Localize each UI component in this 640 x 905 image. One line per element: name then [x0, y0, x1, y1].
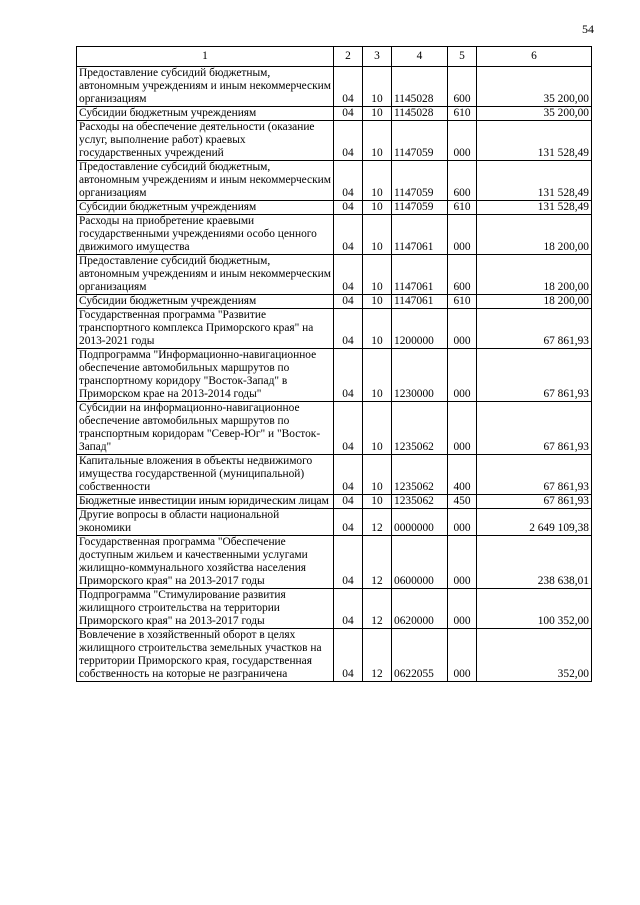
cell-c5: 000: [448, 215, 477, 255]
row-name: Расходы на приобретение краевыми государственными учреждениями особо ценного движимого имущества: [77, 215, 334, 255]
row-name: Бюджетные инвестиции иным юридическим лицам: [77, 495, 334, 509]
cell-c3: 10: [363, 107, 392, 121]
table-row: [77, 255, 592, 295]
cell-c4: 1147059: [392, 121, 448, 161]
column-header-6: 6: [477, 47, 592, 67]
row-name: Другие вопросы в области национальной экономики: [77, 509, 334, 536]
cell-c6: 67 861,93: [477, 495, 592, 509]
column-header-3: 3: [363, 47, 392, 67]
cell-c6: 67 861,93: [477, 349, 592, 402]
cell-c5: 400: [448, 455, 477, 495]
cell-c5: 000: [448, 629, 477, 682]
cell-c5: 000: [448, 509, 477, 536]
cell-c3: 12: [363, 629, 392, 682]
table-row: [77, 107, 592, 121]
table-row: [77, 161, 592, 201]
table-row: [77, 201, 592, 215]
cell-c5: 000: [448, 309, 477, 349]
column-header-4: 4: [392, 47, 448, 67]
table-row: [77, 215, 592, 255]
cell-c2: 04: [334, 509, 363, 536]
cell-c4: 1145028: [392, 67, 448, 107]
cell-c5: 610: [448, 107, 477, 121]
cell-c5: 600: [448, 255, 477, 295]
column-header-5: 5: [448, 47, 477, 67]
cell-c6: 131 528,49: [477, 161, 592, 201]
cell-c3: 10: [363, 402, 392, 455]
cell-c5: 000: [448, 402, 477, 455]
table-row: [77, 295, 592, 309]
row-name: Капитальные вложения в объекты недвижимого имущества государственной (муниципальной) собственности: [77, 455, 334, 495]
cell-c6: 18 200,00: [477, 215, 592, 255]
cell-c4: 1147061: [392, 255, 448, 295]
cell-c2: 04: [334, 309, 363, 349]
cell-c4: 1147061: [392, 215, 448, 255]
cell-c2: 04: [334, 295, 363, 309]
row-name: Расходы на обеспечение деятельности (оказание услуг, выполнение работ) краевых государственных учреждений: [77, 121, 334, 161]
cell-c4: 1200000: [392, 309, 448, 349]
cell-c5: 610: [448, 201, 477, 215]
cell-c3: 10: [363, 201, 392, 215]
cell-c6: 35 200,00: [477, 107, 592, 121]
cell-c4: 1147061: [392, 295, 448, 309]
cell-c4: 1230000: [392, 349, 448, 402]
row-name: Предоставление субсидий бюджетным, автономным учреждениям и иным некоммерческим организациям: [77, 255, 334, 295]
cell-c4: 0000000: [392, 509, 448, 536]
cell-c6: 67 861,93: [477, 402, 592, 455]
cell-c3: 12: [363, 509, 392, 536]
cell-c5: 000: [448, 536, 477, 589]
cell-c3: 10: [363, 121, 392, 161]
cell-c6: 352,00: [477, 629, 592, 682]
row-name: Субсидии на информационно-навигационное обеспечение автомобильных маршрутов по транспортным коридорам "Север-Юг" и "Восток-Запад": [77, 402, 334, 455]
cell-c5: 450: [448, 495, 477, 509]
table-row: [77, 349, 592, 402]
cell-c3: 10: [363, 255, 392, 295]
header-row: [77, 47, 592, 67]
cell-c3: 10: [363, 215, 392, 255]
cell-c4: 0622055: [392, 629, 448, 682]
table-row: [77, 402, 592, 455]
cell-c4: 1147059: [392, 161, 448, 201]
page-number: 54: [582, 22, 594, 36]
cell-c4: 1145028: [392, 107, 448, 121]
cell-c5: 000: [448, 589, 477, 629]
cell-c6: 35 200,00: [477, 67, 592, 107]
column-header-1: 1: [77, 47, 334, 67]
cell-c6: 2 649 109,38: [477, 509, 592, 536]
cell-c2: 04: [334, 121, 363, 161]
cell-c2: 04: [334, 536, 363, 589]
row-name: Субсидии бюджетным учреждениям: [77, 295, 334, 309]
table-row: [77, 509, 592, 536]
cell-c4: 1235062: [392, 455, 448, 495]
cell-c3: 10: [363, 309, 392, 349]
cell-c4: 1235062: [392, 495, 448, 509]
cell-c4: 0600000: [392, 536, 448, 589]
row-name: Субсидии бюджетным учреждениям: [77, 201, 334, 215]
row-name: Государственная программа "Обеспечение доступным жильем и качественными услугами жилищно-коммунального хозяйства населения Приморского края" на 2013-2017 годы: [77, 536, 334, 589]
cell-c2: 04: [334, 349, 363, 402]
cell-c2: 04: [334, 495, 363, 509]
cell-c6: 67 861,93: [477, 309, 592, 349]
cell-c6: 67 861,93: [477, 455, 592, 495]
table-row: [77, 589, 592, 629]
cell-c3: 12: [363, 589, 392, 629]
cell-c2: 04: [334, 255, 363, 295]
cell-c2: 04: [334, 67, 363, 107]
cell-c6: 18 200,00: [477, 295, 592, 309]
row-name: Предоставление субсидий бюджетным, автономным учреждениям и иным некоммерческим организациям: [77, 67, 334, 107]
table-row: [77, 67, 592, 107]
cell-c2: 04: [334, 215, 363, 255]
cell-c3: 10: [363, 455, 392, 495]
cell-c3: 10: [363, 161, 392, 201]
cell-c4: 1147059: [392, 201, 448, 215]
row-name: Подпрограмма "Стимулирование развития жилищного строительства на территории Приморского края" на 2013-2017 годы: [77, 589, 334, 629]
cell-c6: 18 200,00: [477, 255, 592, 295]
cell-c2: 04: [334, 161, 363, 201]
cell-c5: 600: [448, 161, 477, 201]
cell-c2: 04: [334, 589, 363, 629]
cell-c3: 10: [363, 67, 392, 107]
cell-c5: 000: [448, 349, 477, 402]
cell-c2: 04: [334, 201, 363, 215]
table-row: [77, 455, 592, 495]
cell-c6: 100 352,00: [477, 589, 592, 629]
row-name: Подпрограмма "Информационно-навигационное обеспечение автомобильных маршрутов по транспортному коридору "Восток-Запад" в Приморском крае на 2013-2014 годы": [77, 349, 334, 402]
cell-c6: 131 528,49: [477, 121, 592, 161]
table-row: [77, 536, 592, 589]
cell-c2: 04: [334, 629, 363, 682]
cell-c4: 1235062: [392, 402, 448, 455]
row-name: Вовлечение в хозяйственный оборот в целях жилищного строительства земельных участков на территории Приморского края, государственная собственность на которые не разграничена: [77, 629, 334, 682]
cell-c5: 000: [448, 121, 477, 161]
cell-c3: 10: [363, 295, 392, 309]
cell-c2: 04: [334, 107, 363, 121]
cell-c3: 10: [363, 495, 392, 509]
row-name: Субсидии бюджетным учреждениям: [77, 107, 334, 121]
table-row: [77, 495, 592, 509]
table-row: [77, 121, 592, 161]
table-row: [77, 629, 592, 682]
cell-c2: 04: [334, 402, 363, 455]
table-row: [77, 309, 592, 349]
cell-c5: 600: [448, 67, 477, 107]
cell-c6: 131 528,49: [477, 201, 592, 215]
cell-c5: 610: [448, 295, 477, 309]
cell-c3: 12: [363, 536, 392, 589]
cell-c4: 0620000: [392, 589, 448, 629]
cell-c2: 04: [334, 455, 363, 495]
column-header-2: 2: [334, 47, 363, 67]
row-name: Государственная программа "Развитие транспортного комплекса Приморского края" на 2013-2021 годы: [77, 309, 334, 349]
budget-table: [76, 46, 592, 682]
cell-c3: 10: [363, 349, 392, 402]
cell-c6: 238 638,01: [477, 536, 592, 589]
row-name: Предоставление субсидий бюджетным, автономным учреждениям и иным некоммерческим организациям: [77, 161, 334, 201]
